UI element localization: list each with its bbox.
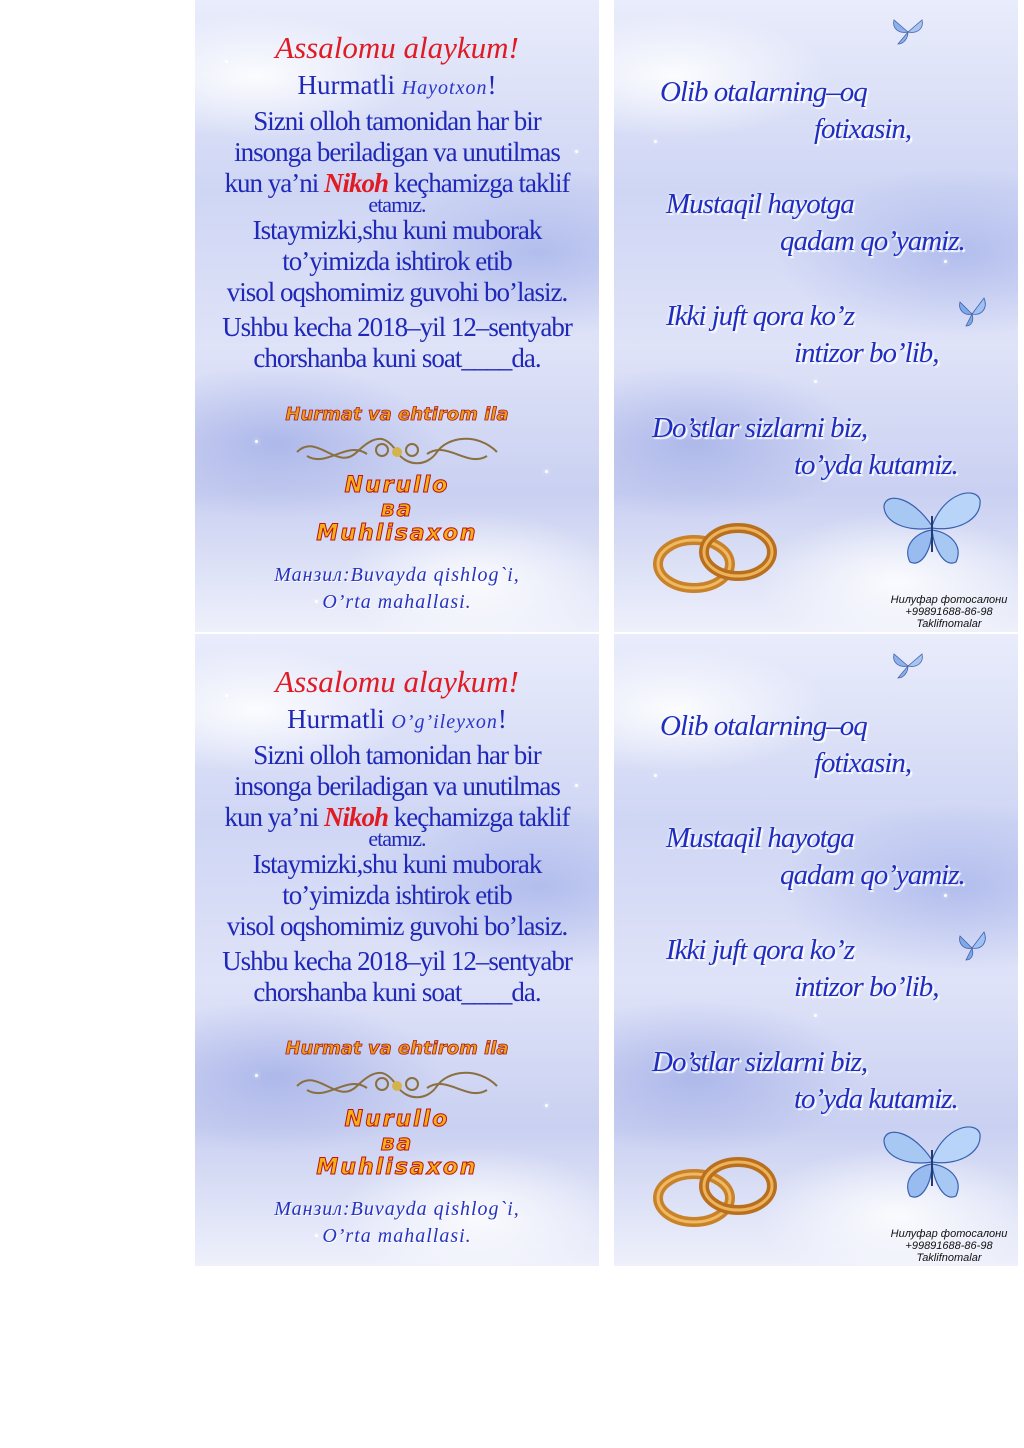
bride-name: Muhlisaxon xyxy=(316,1155,478,1180)
large-butterfly-icon xyxy=(882,1120,982,1204)
poem-card-top xyxy=(614,0,1018,632)
poem-line-2: fotixasin, xyxy=(814,747,912,779)
body-line-5: Istaymizki,shu kuni muborak xyxy=(252,215,542,245)
guest-name: O’g’ileyxon xyxy=(391,711,498,733)
poem-line-6: intizor bo’lib, xyxy=(794,337,939,369)
greeting: Assalomu alaykum! xyxy=(275,664,519,699)
wedding-rings-icon xyxy=(652,1150,782,1230)
studio-label: Taklifnomalar xyxy=(916,618,982,630)
body-line-5: Istaymizki,shu kuni muborak xyxy=(252,849,542,879)
poem-line-8: to’yda kutamiz. xyxy=(794,449,958,481)
poem-line-6: intizor bo’lib, xyxy=(794,971,939,1003)
body-line-7: visol oqshomimiz guvohi bo’lasiz. xyxy=(226,277,568,307)
body-line-4: etamız. xyxy=(368,192,426,217)
studio-name: Нилуфар фотосалони xyxy=(890,594,1008,606)
address-line-1: Манзил:Buvayda qishlog`i, xyxy=(274,564,520,586)
exclamation: ! xyxy=(497,704,507,734)
poem-line-3: Mustaqil hayotga xyxy=(666,188,854,220)
respect-line: Hurmat va ehtirom ila xyxy=(285,404,509,425)
body-line-3b: keçhamizga taklif xyxy=(388,802,570,832)
butterfly-icon xyxy=(890,648,926,684)
body-line-3b: keçhamizga taklif xyxy=(388,168,570,198)
bride-name: Muhlisaxon xyxy=(316,521,478,546)
studio-name: Нилуфар фотосалони xyxy=(890,1228,1008,1240)
address xyxy=(195,562,599,616)
body-line-3a: kun ya’ni xyxy=(224,168,325,198)
body-line-2: insonga beriladigan va unutilmas xyxy=(234,137,560,167)
poem-line-4: qadam qo’yamiz. xyxy=(780,859,965,891)
studio-credit xyxy=(884,1228,1014,1264)
groom-name: Nurullo xyxy=(344,1107,450,1132)
nikoh-word: Nikoh xyxy=(324,802,389,832)
guest-line xyxy=(195,70,599,101)
date-line: Ushbu kecha 2018–yil 12–sentyabr xyxy=(222,312,572,342)
poem-line-2: fotixasin, xyxy=(814,113,912,145)
poem-line-1: Olib otalarning–oq xyxy=(660,710,867,742)
wedding-rings-icon xyxy=(652,516,782,596)
poem-card-bottom xyxy=(614,634,1018,1266)
couple-names xyxy=(195,474,599,546)
address-line-2: O’rta mahallasi. xyxy=(322,591,472,613)
poem-line-7: Do’stlar sizlarni biz, xyxy=(652,1046,868,1078)
invitation-body xyxy=(195,106,599,374)
invitation-card-bottom xyxy=(195,634,599,1266)
va-word: ва xyxy=(380,1131,414,1156)
butterfly-icon xyxy=(954,294,990,330)
poem-line-1: Olib otalarning–oq xyxy=(660,76,867,108)
studio-phone: +99891688-86-98 xyxy=(905,606,993,618)
exclamation: ! xyxy=(487,70,497,100)
address xyxy=(195,1196,599,1250)
poem-line-4: qadam qo’yamiz. xyxy=(780,225,965,257)
body-line-1: Sizni olloh tamonidan har bir xyxy=(253,106,541,136)
body-line-6: to’yimizda ishtirok etib xyxy=(282,880,512,910)
poem-line-5: Ikki juft qora ko’z xyxy=(666,300,854,332)
body-line-3a: kun ya’ni xyxy=(224,802,325,832)
ornament-divider xyxy=(287,1066,507,1106)
studio-label: Taklifnomalar xyxy=(916,1252,982,1264)
guest-line xyxy=(195,704,599,735)
couple-names xyxy=(195,1108,599,1180)
poem-line-5: Ikki juft qora ko’z xyxy=(666,934,854,966)
poem-line-3: Mustaqil hayotga xyxy=(666,822,854,854)
poem-line-7: Do’stlar sizlarni biz, xyxy=(652,412,868,444)
respect-line: Hurmat va ehtirom ila xyxy=(285,1038,509,1059)
poem-line-8: to’yda kutamiz. xyxy=(794,1083,958,1115)
large-butterfly-icon xyxy=(882,486,982,570)
body-line-4: etamız. xyxy=(368,826,426,851)
invitation-card-top xyxy=(195,0,599,632)
ornament-divider xyxy=(287,432,507,472)
va-word: ва xyxy=(380,497,414,522)
hurmatli-label: Hurmatli xyxy=(297,70,395,100)
nikoh-word: Nikoh xyxy=(324,168,389,198)
hurmatli-label: Hurmatli xyxy=(287,704,385,734)
studio-credit xyxy=(884,594,1014,630)
body-line-6: to’yimizda ishtirok etib xyxy=(282,246,512,276)
greeting: Assalomu alaykum! xyxy=(275,30,519,65)
body-line-7: visol oqshomimiz guvohi bo’lasiz. xyxy=(226,911,568,941)
address-line-2: O’rta mahallasi. xyxy=(322,1225,472,1247)
time-line: chorshanba kuni soat____da. xyxy=(253,343,541,373)
address-line-1: Манзил:Buvayda qishlog`i, xyxy=(274,1198,520,1220)
body-line-1: Sizni olloh tamonidan har bir xyxy=(253,740,541,770)
date-line: Ushbu kecha 2018–yil 12–sentyabr xyxy=(222,946,572,976)
butterfly-icon xyxy=(890,14,926,50)
groom-name: Nurullo xyxy=(344,473,450,498)
time-line: chorshanba kuni soat____da. xyxy=(253,977,541,1007)
studio-phone: +99891688-86-98 xyxy=(905,1240,993,1252)
guest-name: Hayotxon xyxy=(401,77,488,99)
body-line-2: insonga beriladigan va unutilmas xyxy=(234,771,560,801)
invitation-body xyxy=(195,740,599,1008)
butterfly-icon xyxy=(954,928,990,964)
